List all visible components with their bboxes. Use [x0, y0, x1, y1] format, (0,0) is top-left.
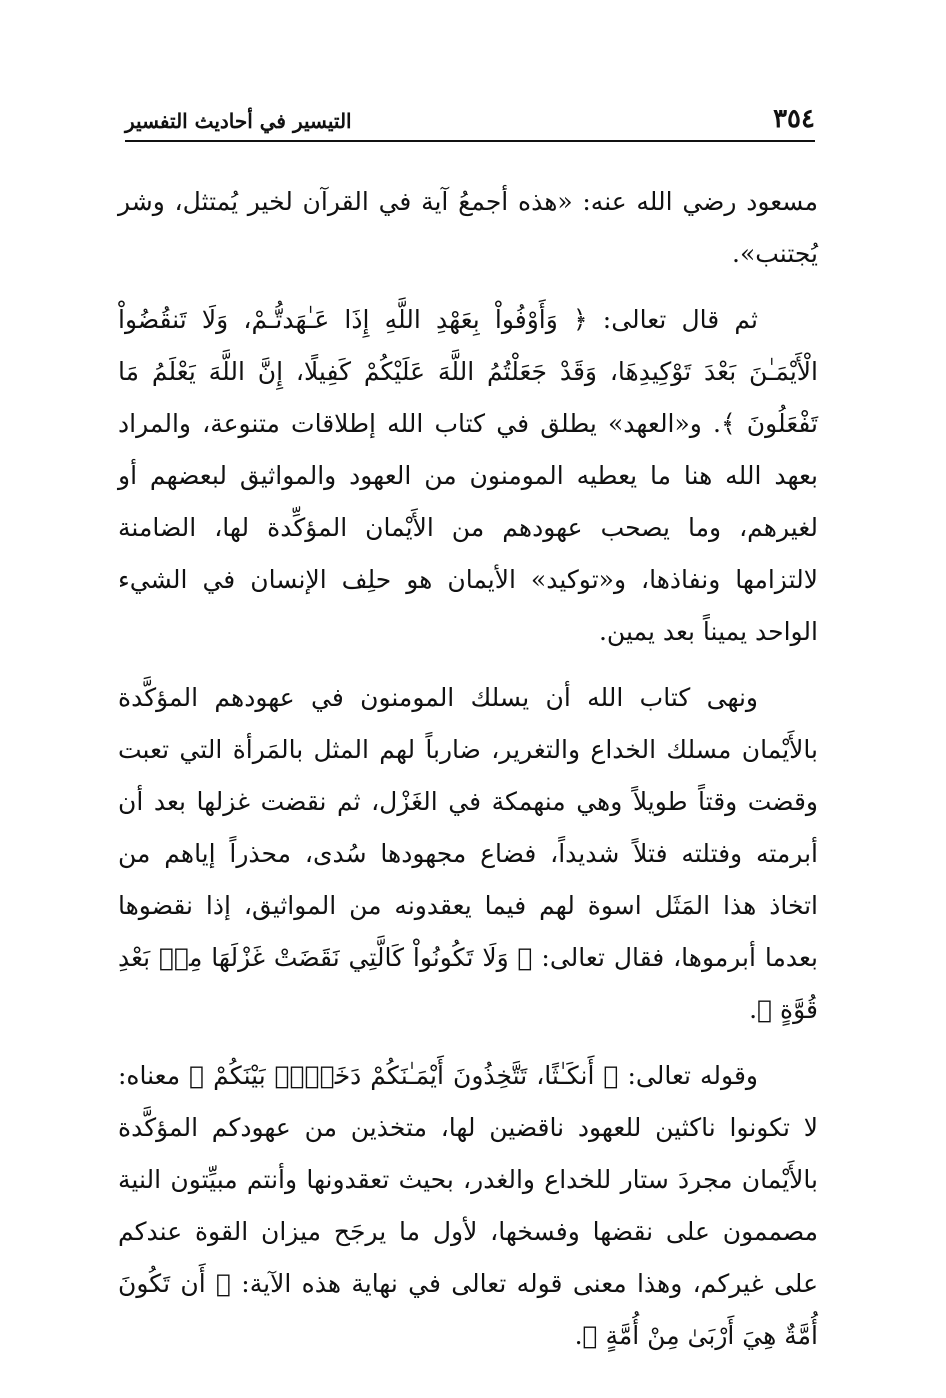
paragraph-continuation: مسعود رضي الله عنه: «هذه أجمعُ آية في القرآن لخير يُمتثل، وشر يُجتنب». — [118, 187, 818, 268]
running-header — [125, 100, 815, 142]
body-text — [118, 176, 818, 1376]
header-divider — [125, 140, 815, 142]
paragraph-spinner-parable: ونهى كتاب الله أن يسلك المومنون في عهودهم المؤكَّدة بالأَيْمان مسلك الخداع والتغرير، ضارباً لهم المثل بالمَرأة التي تعبت وقضت وقتاً طويلاً وهي منهمكة في الغَزْل، ثم نقضت غزلها بعد أن أبرمته وفتلته فتلاً شديداً، فضاع مجهودها سُدى، محذراً إياهم من اتخاذ هذا المَثَل اسوة لهم فيما يعقدونه من المواثيق، إذا نقضوها بعدما أبرموها، فقال تعالى: ﴿ وَلَا تَكُونُواْ كَالَّتِي نَقَضَتْ غَزْلَهَا مِنۢ بَعْدِ قُوَّةٍ ﴾. — [118, 683, 818, 1024]
paragraph-oaths-deception: وقوله تعالى: ﴿ أَنكَـٰثًا، تَتَّخِذُونَ أَيْمَـٰنَكُمْ دَخَلًاۢ بَيْنَكُمْ ﴾ معناه: لا تكونوا ناكثين للعهود ناقضين لها، متخذين من عهودكم المؤكَّدة بالأَيْمان مجردَ ستار للخداع والغدر، بحيث تعقدونها وأنتم مبيِّتون النية مصممون على نقضها وفسخها، لأول ما يرجَح ميزان القوة عندكم على غيركم، وهذا معنى قوله تعالى في نهاية هذه الآية: ﴿ أَن تَكُونَ أُمَّةٌ هِيَ أَرْبَىٰ مِنْ أُمَّةٍ ﴾. — [118, 1061, 818, 1350]
paragraph-covenant-verse: ثم قال تعالى: ﴿ وَأَوْفُواْ بِعَهْدِ اللَّهِ إِذَا عَـٰهَدتُّـمْ، وَلَا تَنقُضُواْ الْأَيْمَـٰنَ بَعْدَ تَوْكِيدِهَا، وَقَدْ جَعَلْتُمُ اللَّهَ عَلَيْكُمْ كَفِيلًا، إِنَّ اللَّهَ يَعْلَمُ مَا تَفْعَلُونَ ﴾. و«العهد» يطلق في كتاب الله إطلاقات متنوعة، والمراد بعهد الله هنا ما يعطيه المومنون من العهود والمواثيق لبعضهم أو لغيرهم، وما يصحب عهودهم من الأَيْمان المؤكِّدة لها، الضامنة لالتزامها ونفاذها، و«توكيد» الأيمان هو حلِف الإنسان في الشيء الواحد يميناً بعد يمين. — [118, 305, 818, 646]
page-number: ٣٥٤ — [773, 104, 815, 134]
book-title: التيسير في أحاديث التفسير — [125, 109, 352, 133]
